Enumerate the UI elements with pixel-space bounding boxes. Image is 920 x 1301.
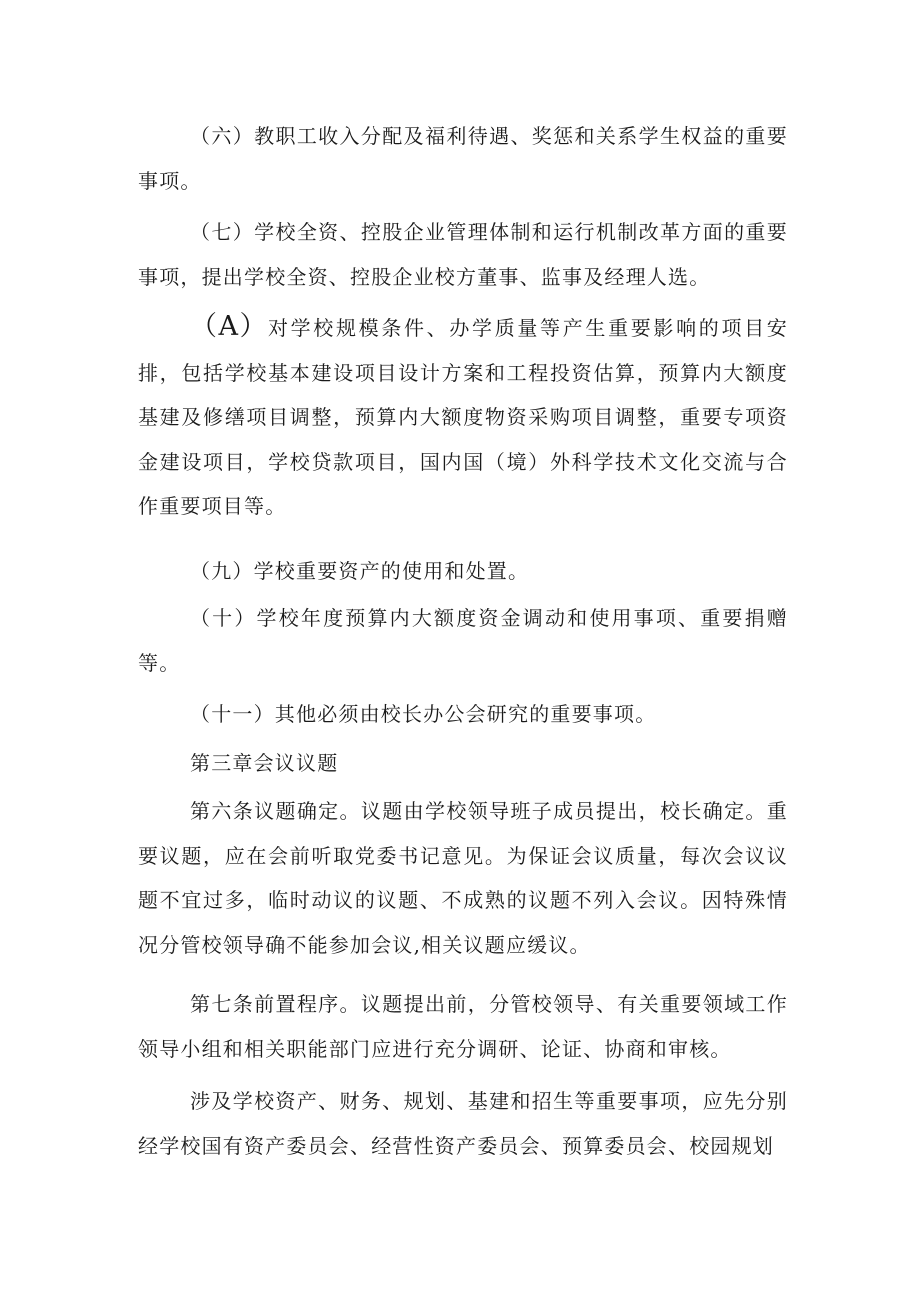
- paragraph-article-7-continued: 涉及学校资产、财务、规划、基建和招生等重要事项，应先分别经学校国有资产委员会、经营性资产委员会、预算委员会、校园规划: [138, 1089, 788, 1158]
- item-8-marker: （A）: [190, 311, 268, 342]
- paragraph-item-11: （十一）其他必须由校长办公会研究的重要事项。: [190, 702, 657, 726]
- paragraph-item-9: （九）学校重要资产的使用和处置。: [190, 559, 530, 583]
- paragraph-item-6: （六）教职工收入分配及福利待遇、奖惩和关系学生权益的重要事项。: [138, 124, 788, 193]
- paragraph-item-10: （十）学校年度预算内大额度资金调动和使用事项、重要捐赠等。: [138, 606, 788, 675]
- paragraph-item-8: [138, 305, 788, 529]
- item-8-text: 对学校规模条件、办学质量等产生重要影响的项目安排，包括学校基本建设项目设计方案和工程投资估算，预算内大额度基建及修缮项目调整，预算内大额度物资采购项目调整，重要专项资金建设项目，学校贷款项目，国内国（境）外科学技术文化交流与合作重要项目等。: [138, 316, 789, 518]
- paragraph-article-7: 第七条前置程序。议题提出前，分管校领导、有关重要领域工作领导小组和相关职能部门应进行充分调研、论证、协商和审核。: [138, 992, 788, 1061]
- paragraph-item-7: （七）学校全资、控股企业管理体制和运行机制改革方面的重要事项，提出学校全资、控股企业校方董事、监事及经理人选。: [138, 220, 788, 289]
- chapter-heading: 第三章会议议题: [190, 751, 339, 775]
- paragraph-article-6: 第六条议题确定。议题由学校领导班子成员提出，校长确定。重要议题，应在会前听取党委书记意见。为保证会议质量，每次会议议题不宜过多，临时动议的议题、不成熟的议题不列入会议。因特殊情况分管校领导确不能参加会议,相关议题应缓议。: [138, 799, 788, 957]
